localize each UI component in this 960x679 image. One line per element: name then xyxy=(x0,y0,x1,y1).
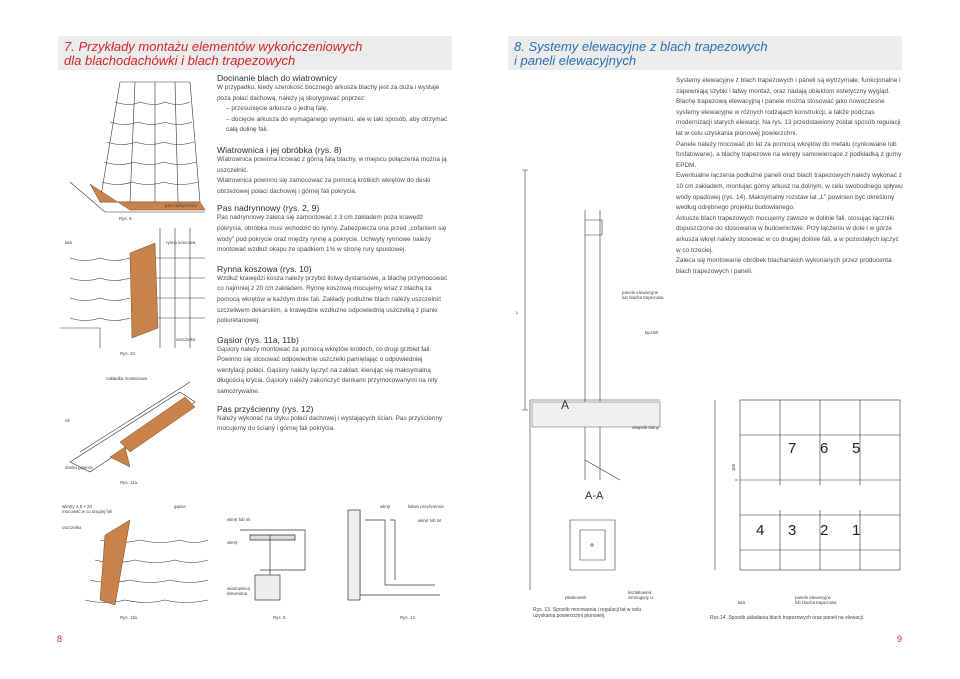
paragraph: Systemy elewacyjne z blach trapezowych i paneli są wytrzymałe, funkcjonalne i zapewniają szybki i łatwy montaż, oraz nadają obiektom estetyczny wygląd. xyxy=(676,77,901,95)
label-n6: 6 xyxy=(820,440,829,457)
label-n3: 3 xyxy=(788,522,797,539)
label-gasior: gąsior xyxy=(174,504,186,509)
paragraph: Zaleca się montowanie obróbek blacharskich wykonanych przez producenta blach trapezowych i paneli. xyxy=(676,257,892,275)
label-pas-nadrynnowy: pas nadrynnowy xyxy=(165,203,197,208)
label-wkret-lub-nit-1: wkręt lub nit xyxy=(227,517,251,522)
label-uszczelka: uszczelka xyxy=(176,337,196,342)
right-page-title: 8. Systemy elewacyjne z blach trapezowych i paneli elewacyjnych xyxy=(514,39,768,68)
right-header-bar xyxy=(508,36,902,70)
figure-rys14 xyxy=(680,380,905,600)
paragraph: Blachę trapezową elewacyjną i panele można stosować jako nowoczesne systemy elewacyjne w różnych rodzajach konstrukcji, a także podczas modernizacji starych elewacji. Na rys. 13 przedstawiony został sposób regulacji łat w celu uzyskania pionowej powierzchni. xyxy=(676,98,901,137)
label-listwa: listwa przyścienna xyxy=(408,504,444,509)
paragraph: Wiatrownica powinna licować z górną falą blachy, w miejscu połączenia można ją uszczelnić. xyxy=(217,155,447,174)
paragraph: Gąsiory należy montować za pomocą wkrętów krótkich, co drugi grzbiet fali. Powinno się stosować odpowiednie uszczelki pamiętając o odpowiedniej wentylacji połaci. Gąsiory należy łączyć na zakład, kierując się maksymalną długością krycia. Gąsiory należy zakończyć denkami przymocowanymi na nity samozrywalne. xyxy=(217,345,438,396)
label-wkret-2: wkręt xyxy=(380,504,391,509)
page-number-right: 9 xyxy=(897,634,903,644)
left-text-column xyxy=(217,73,448,435)
section-title: Pas przyścienny (rys. 12) xyxy=(217,403,314,414)
label-panele-elewacyjne-2: panele elewacyjne lub blacha trapezowa xyxy=(795,595,837,605)
figure-rys12 xyxy=(340,500,450,610)
bullet-text: docięcie arkusza do wymaganego wymiaru, ale w taki sposób, aby otrzymać całą dolinę fali. xyxy=(226,115,448,134)
label-okapnik: okapnik dolny xyxy=(632,425,659,430)
paragraph: Wiatrownica powinno się zamocować za pomocą krótkich wkrętów do deski obrzeżowej połaci dachowej i górnej fali pokrycia. xyxy=(217,177,431,195)
caption-rys13: Rys. 13. Sposób mocowania i regulacji łat w celu uzyskania powierzchni pionowej. xyxy=(533,607,642,619)
label-zakladka: zakładka montażowa xyxy=(106,376,148,381)
label-n4: 4 xyxy=(756,522,765,539)
paragraph: Panele należy mocować do łat za pomocą wkrętów do metalu (cynkowane lub fosfatowane), a blachy trapezowe na wkręty samowiercące z podkładką z gumy EPDM. xyxy=(676,140,902,169)
caption-rys14: Rys.14. Sposób układania blach trapezowych oraz paneli na elewacji. xyxy=(710,615,865,621)
bullet-text: przesunięcie arkusza o jedną falę, xyxy=(231,105,328,113)
left-header-bar xyxy=(58,36,452,70)
label-rys11a: Rys. 11a. xyxy=(120,480,139,485)
label-rys12: Rys. 12. xyxy=(400,615,417,620)
label-rys9: Rys. 9. xyxy=(119,216,133,221)
figure-rys13 xyxy=(510,150,670,605)
label-rys8: Rys. 8. xyxy=(273,615,287,620)
figure-rys11b xyxy=(60,500,210,610)
paragraph: Należy wykonać na styku połaci dachowej i wystających ścian. Pas przyścienny mocujemy do ściany i górnej fali pokrycia. xyxy=(217,414,443,433)
label-panele-elewacyjne: panele elewacyjne lub blacha trapezowa xyxy=(622,290,664,300)
figure-rys9 xyxy=(60,72,210,222)
label-rynna-koszowa: rynna koszowa xyxy=(166,240,196,245)
section-title: Wiatrownica i jej obróbka (rys. 8) xyxy=(217,144,342,155)
label-A: A xyxy=(561,398,570,412)
label-ksztaltownik: kształtownik zimnogięty U xyxy=(628,590,654,600)
figure-rys10 xyxy=(60,228,210,348)
label-rys11b: Rys. 11b. xyxy=(120,615,139,620)
bullet-item: – docięcie arkusza do wymaganego wymiaru, ale w taki sposób, aby otrzymać całą dolinę fali. xyxy=(226,115,448,134)
label-wkret48: wkręty 4,8 × 20 mocować w co drugiej fali xyxy=(62,504,113,514)
section-title: Pas nadrynnowy (rys. 2, 9) xyxy=(217,203,320,214)
section-title: Docinanie blach do wiatrownicy xyxy=(217,73,337,83)
label-nit: nit xyxy=(65,418,70,423)
paragraph: Wzdłuż krawędzi kosza należy przybić listwy dystansowe, a blachę przymocować co najmniej z 20 cm zakładem. Rynnę koszową mocujemy wraz z blachą za pomocą wkrętów w każdym dnie fali. Zakłady podłużne blach należy uszczelnić szczeliwem dekarskim, a krawędzie wzdłużne odpowiednią uszczelką z pianki poliuretanowej. xyxy=(217,274,448,325)
label-lata: łata xyxy=(65,240,73,245)
label-wiatrownica: wiatrownica drewniana xyxy=(227,586,250,596)
page-number-left: 8 xyxy=(57,634,63,644)
paragraph: Ewentualne łączenia podłużne paneli oraz blach trapezowych należy wykonać z 10 cm zakładem, montując górny arkusz na dolnym, w celu swobodnego spływu wody opadowej (rys. 14). Maksymalny rozstaw łat „L" powinien być określony według odrębnego projektu budowlanego. xyxy=(676,172,903,212)
label-wkret-lub-nit-2: wkręt lub nit xyxy=(418,518,442,523)
left-page-title: 7. Przykłady montażu elementów wykończeniowych dla blachodachówki i blach trapezowych xyxy=(64,39,363,68)
label-dim100: 100 xyxy=(731,463,737,472)
label-wkret-1: wkręt xyxy=(227,540,238,545)
label-denko: denko gąsiora xyxy=(65,465,93,470)
label-n7: 7 xyxy=(788,440,797,457)
paragraph: W przypadku, kiedy szerokość bocznego arkusza blachy jest za duża i wystaje poza połać dachową, należy ją skorygować poprzez: xyxy=(217,84,440,102)
label-L: L xyxy=(516,310,519,315)
section-title: Gąsior (rys. 11a, 11b) xyxy=(217,334,299,345)
label-lata-right: łata xyxy=(738,600,746,605)
section-title: Rynna koszowa (rys. 10) xyxy=(217,263,312,274)
label-AA: A-A xyxy=(585,490,604,502)
label-n1: 1 xyxy=(852,522,861,539)
label-uszczelka-11b: uszczelka xyxy=(62,525,82,530)
label-n5: 5 xyxy=(852,440,861,457)
label-lacznik: łącznik xyxy=(645,330,659,335)
paragraph: Arkusze blach trapezowych mocujemy zawsze w dolinie fali, stosując łączniki dopuszczone do stosowania w budownictwie. Przy łączeniu w dole i w górze arkusza wkręt należy stosować w co drugiej dolinie fali, a w pozostałych łączyć w co trzeciej. xyxy=(676,214,899,254)
label-n2: 2 xyxy=(820,522,829,539)
bullet-item: – przesunięcie arkusza o jedną falę, xyxy=(226,105,328,113)
label-rys10: Rys. 10. xyxy=(120,351,137,356)
paragraph: Pas nadrynnowy zaleca się zamontować z 3 cm zakładem poza krawędź pokrycia, obróbka musi wchodzić do rynny. Zabezpiecza ona przed „cofaniem się wody" pod pokrycie oraz między rynnę a pokrycie. Uchwyty rynnowe należy montować wzdłuż okapu ze spadkiem 1% w stronę rury spustowej. xyxy=(217,214,447,254)
right-text-column xyxy=(676,76,904,277)
label-ploskownik: płaskownik xyxy=(565,595,587,600)
